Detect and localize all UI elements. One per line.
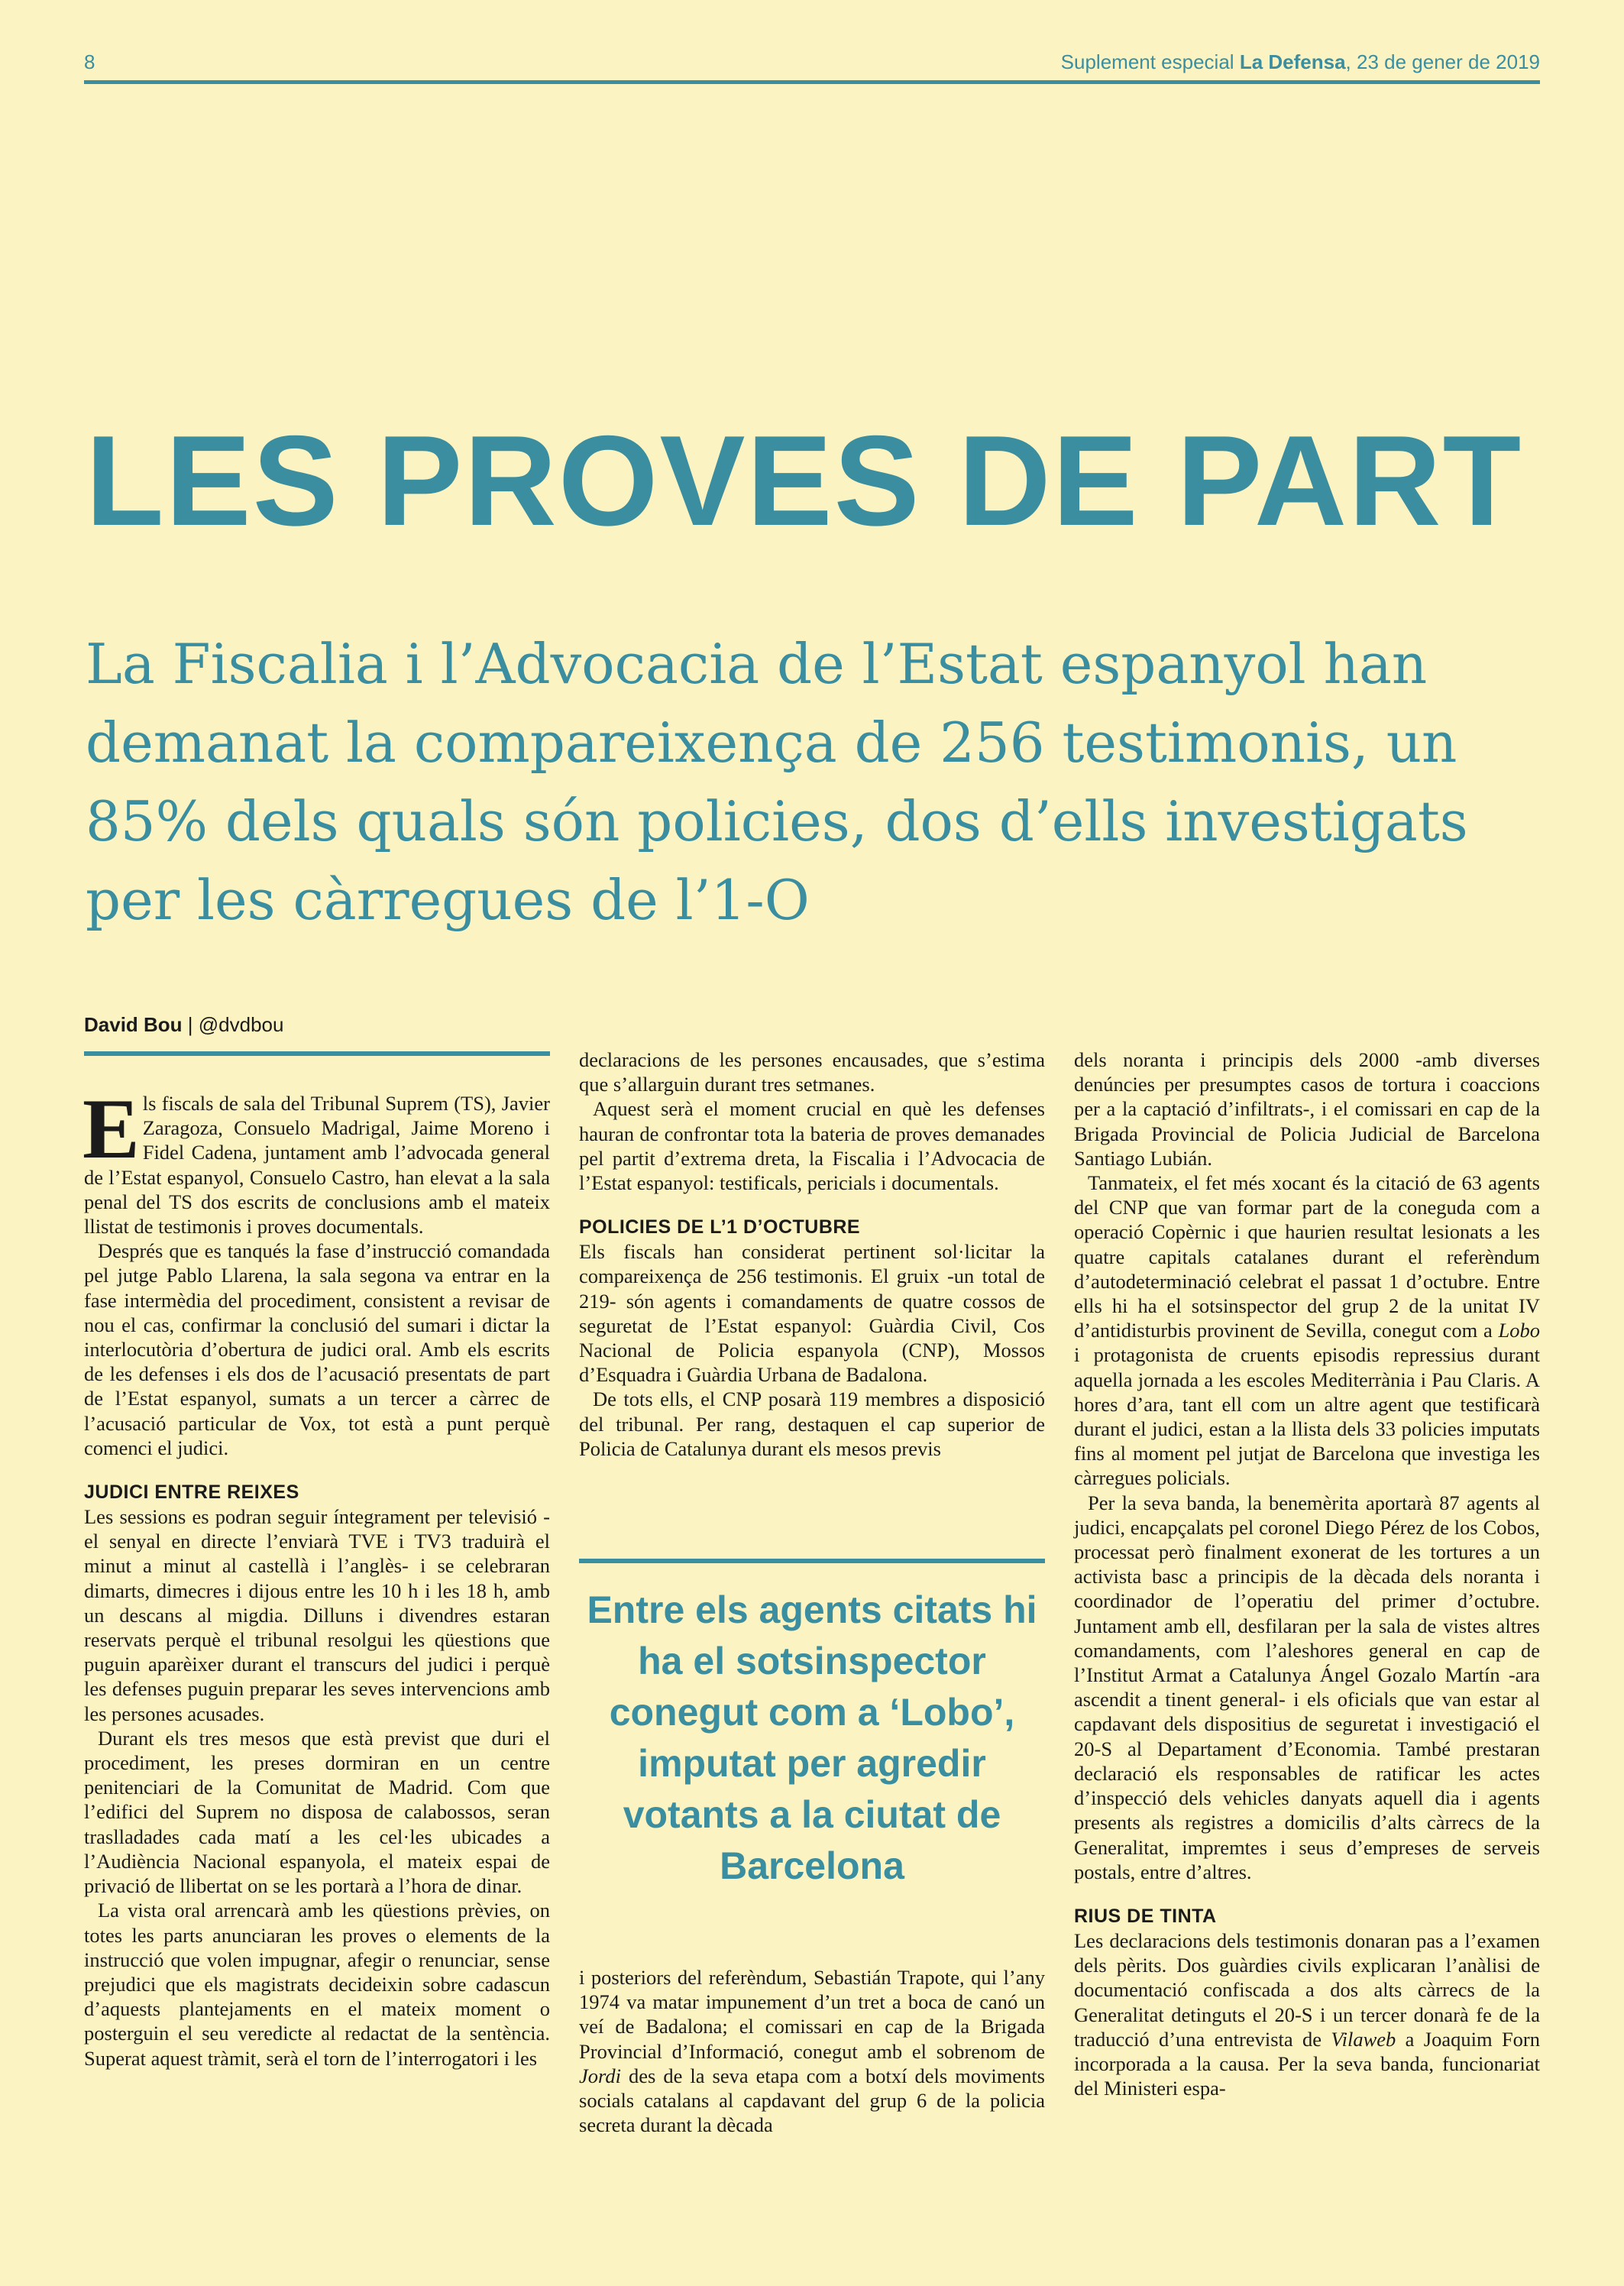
paragraph: Durant els tres mesos que està previst que duri el procediment, les preses dormiran en un centre penitenciari de la Comunitat de Madrid. Com que l’edifici del Suprem no disposa de calabossos, seran traslladades cada matí a les cel·les ubicades a l’Audiència Nacional espanyola, el mateix espai de privació de llibertat on se les portarà a l’hora de dinar. (84, 1726, 550, 1898)
byline (84, 1013, 283, 1037)
paragraph: Per la seva banda, la benemèrita aportarà 87 agents al judici, encapçalats pel coronel Diego Pérez de los Cobos, processat però finalment exonerat de les tortures a un activista basc a principis de la dècada dels noranta i coordinador de l’operatiu del primer d’octubre. Juntament amb ell, desfilaran per la sala de vistes altres comandaments, com l’aleshores general en cap de l’Institut Armat a Catalunya Ángel Gozalo Martín -ara ascendit a tinent general- i els oficials que van estar al capdavant dels dispositius de seguretat i investigació el 20-S al Departament d’Economia. També prestaran declaració els responsables de ratificar les actes d’inspecció dels vehicles danyats aquell dia i agents presents als registres a domicilis d’alts càrrecs de la Generalitat, impremtes i seus d’empreses de serveis postals, entre d’altres. (1074, 1491, 1540, 1883)
author-handle: @dvdbou (198, 1013, 284, 1036)
byline-separator: | (182, 1013, 199, 1036)
publication-name: La Defensa (1239, 50, 1346, 73)
paragraph (1074, 1928, 1540, 2100)
paragraph (1074, 1171, 1540, 1491)
paragraph-text: ls fiscals de sala del Tribunal Suprem (TS), Javier Zaragoza, Consuelo Madrigal, Jaime Moreno i Fidel Cadena, juntament amb l’advocada general de l’Estat espanyol, Consuelo Castro, han elevat a la sala penal del TS dos escrits de conclusions amb el mateix llistat de testimonis i proves documentals. (84, 1092, 550, 1239)
paragraph (82, 1082, 550, 1239)
paragraph: Després que es tanqués la fase d’instrucció comandada pel jutge Pablo Llarena, la sala segona va entrar en la fase intermèdia del procediment, consistent a revisar de nou el cas, confirmar la conclusió del sumari i dictar la interlocutòria d’obertura de judici oral. Amb els escrits de les defenses i els dos de l’acusació presentats de part de l’Estat espanyol, sumats a un tercer a càrrec de l’acusació particular de Vox, tot està a punt perquè comenci el judici. (84, 1239, 550, 1459)
section-heading: RIUS DE TINTA (1074, 1905, 1217, 1927)
page-header (84, 44, 1540, 79)
section-heading: POLICIES DE L’1 D’OCTUBRE (579, 1216, 861, 1239)
standfirst: La Fiscalia i l’Advocacia de l’Estat espanyol han demanat la compareixença de 256 testimonis, un 85% dels quals són policies, dos d’ells investigats per les càrregues de l’1-O (86, 632, 1468, 932)
supplement-info (1061, 50, 1540, 74)
header-rule (84, 80, 1540, 84)
page-number: 8 (84, 50, 95, 73)
paragraph-text: i posteriors del referèndum, Sebastián Trapote, qui l’any 1974 va matar impunement d’un tret a boca de canó un veí de Badalona; el comissari en cap de la Brigada Provincial d’Informació, conegut amb el sobrenom de (579, 1966, 1045, 2063)
paragraph: De tots ells, el CNP posarà 119 membres a disposició del tribunal. Per rang, destaquen el cap superior de Policia de Catalunya durant els mesos previs (579, 1387, 1045, 1460)
article-column-3 (1074, 1047, 1540, 2100)
paragraph-text: des de la seva etapa com a botxí dels moviments socials catalans al capdavant del grup 6 de la policia secreta durant la dècada (579, 2064, 1045, 2137)
article-column-1 (82, 1082, 550, 2071)
paragraph: dels noranta i principis dels 2000 -amb diverses denúncies per presumptes casos de tortura i coaccions per a la captació d’infiltrats-, i el comissari en cap de la Brigada Provincial de Policia Judicial de Barcelona Santiago Lubián. (1074, 1048, 1540, 1170)
paragraph-text: a Joaquim Forn incorporada a la causa. Per la seva banda, funcionariat del Ministeri espa- (1074, 2027, 1541, 2100)
emphasis: Vilaweb (1331, 2027, 1396, 2051)
paragraph: declaracions de les persones encausades, que s’estima que s’allarguin durant tres setmanes. (579, 1048, 1045, 1096)
article-column-2-continued (579, 1965, 1045, 2137)
paragraph: Els fiscals han considerat pertinent sol·licitar la compareixença de 256 testimonis. El gruix -un total de 219- són agents i comandaments de quatre cossos de seguretat de l’Estat espanyol: Guàrdia Civil, Cos Nacional de Policia espanyola (CNP), Mossos d’Esquadra i Guàrdia Urbana de Badalona. (579, 1240, 1045, 1387)
paragraph-text: Tanmateix, el fet més xocant és la citació de 63 agents del CNP que van formar part de la coneguda com a operació Copèrnic i que haurien resultat lesionats a les quatre capitals catalanes durant el referèndum d’autodeterminació celebrat el passat 1 d’octubre. Entre ells hi ha el sotsinspector del grup 2 de la unitat IV d’antidisturbis provinent de Sevilla, conegut com a (1074, 1171, 1540, 1342)
paragraph: Aquest serà el moment crucial en què les defenses hauran de confrontar tota la bateria de proves demanades pel partit d’extrema dreta, la Fiscalia i l’Advocacia de l’Estat espanyol: testificals, pericials i documentals. (579, 1097, 1045, 1195)
paragraph: Les sessions es podran seguir íntegrament per televisió -el senyal en directe l’enviarà TVE i TV3 traduirà el minut a minut al castellà i l’anglès- i se celebraran dimarts, dimecres i dijous entre les 10 h i les 18 h, amb un descans al migdia. Dilluns i divendres estaran reservats perquè el tribunal resolgui les qüestions que puguin aparèixer durant el transcurs del judici i perquè les defenses puguin preparar les seves intervencions amb les persones acusades. (84, 1505, 550, 1725)
author-name: David Bou (84, 1013, 183, 1036)
supplement-prefix: Suplement especial (1060, 50, 1234, 73)
byline-rule (84, 1051, 550, 1056)
headline: LES PROVES DE PART (86, 409, 1523, 552)
paragraph-text: Les declaracions dels testimonis donaran pas a l’examen dels pèrits. Dos guàrdies civils explicaran l’anàlisi de documentació confiscada a dos alts càrrecs de la Generalitat detinguts el 20-S i un tercer donarà fe de la traducció d’una entrevista de (1074, 1928, 1540, 2051)
paragraph (579, 1965, 1045, 2137)
section-heading: JUDICI ENTRE REIXES (84, 1481, 299, 1504)
paragraph-text: i protagonista de cruents episodis repressius durant aquella jornada a les escoles Mediterrània i Pau Claris. A hores d’ara, tant ell com un altre agent que testificarà durant el judici, estan a la llista dels 33 policies imputats fins al moment pel jutjat de Barcelona que investiga les càrregues policials. (1074, 1343, 1540, 1490)
issue-date: , 23 de gener de 2019 (1345, 50, 1540, 73)
drop-cap: E (82, 1082, 140, 1177)
paragraph: La vista oral arrencarà amb les qüestions prèvies, on totes les parts anunciaran les proves o elements de la instrucció que volen impugnar, afegir o renunciar, sense prejudici que els magistrats decideixin sobre cadascun d’aquests plantejaments en el mateix moment o posterguin el seu veredicte al redactat de la sentència. Superat aquest tràmit, serà el torn de l’interrogatori i les (84, 1899, 550, 2070)
article-column-2 (579, 1047, 1045, 1461)
pullquote-rule (579, 1559, 1045, 1563)
emphasis: Jordi (579, 2064, 621, 2087)
emphasis: Lobo (1498, 1319, 1540, 1342)
pull-quote: Entre els agents citats hi ha el sotsinspector conegut com a ‘Lobo’, imputat per agredir votants a la ciutat de Barcelona (587, 1588, 1037, 1887)
